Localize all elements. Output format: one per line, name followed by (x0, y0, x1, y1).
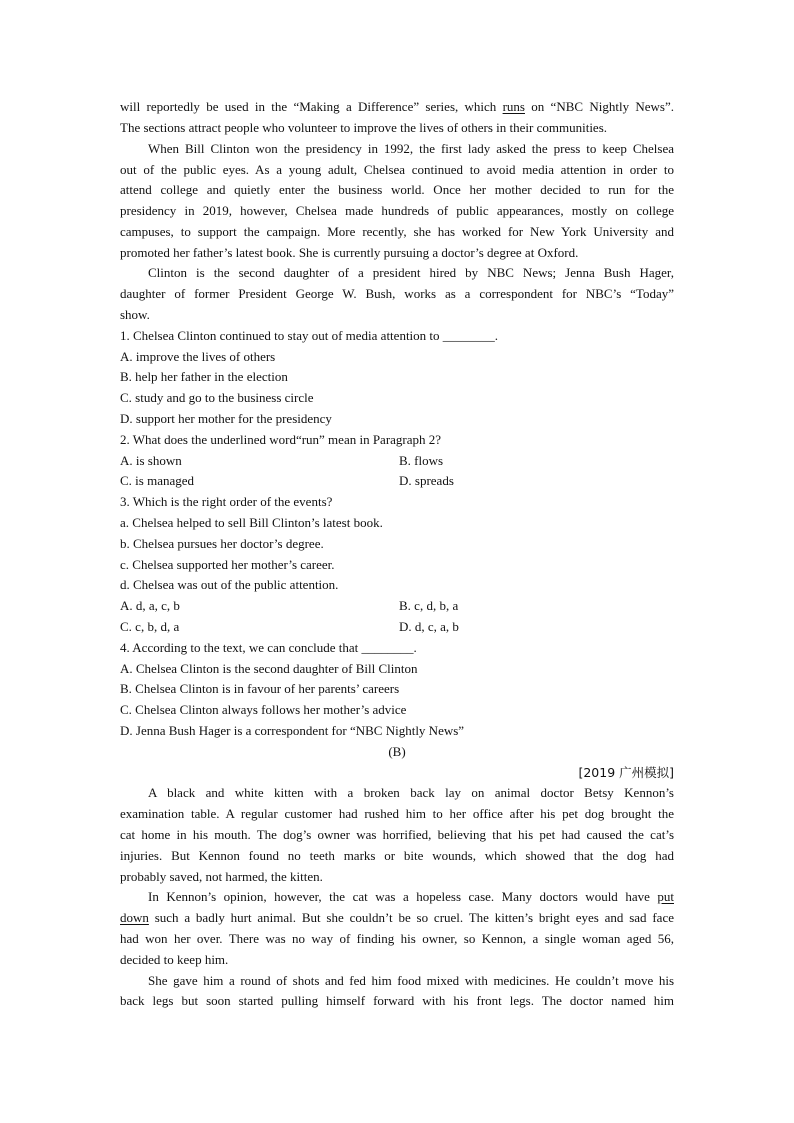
para2-line-6: promoted her father’s latest book. She is currently pursuing a doctor’s degree at Oxford. (120, 245, 579, 260)
section-b-p3-line-2: back legs but soon started pulling himself forward with his front legs. The doctor named him (120, 993, 674, 1008)
section-b-heading: (B) (388, 744, 406, 759)
section-b-p1-line-1: A black and white kitten with a broken back lay on animal doctor Betsy Kennon’s (148, 785, 674, 800)
para3-line-1: Clinton is the second daughter of a president hired by NBC News; Jenna Bush Hager, (148, 265, 674, 280)
section-b-p1-line-5: probably saved, not harmed, the kitten. (120, 869, 323, 884)
question-2-row-2 (120, 470, 674, 491)
question-3-event-a: a. Chelsea helped to sell Bill Clinton’s latest book. (120, 515, 383, 530)
underlined-phrase-put: put (657, 889, 674, 904)
section-b-p2-line-4: decided to keep him. (120, 952, 229, 967)
text-segment: In Kennon’s opinion, however, the cat was a hopeless case. Many doctors would have (148, 889, 658, 904)
question-1-option-b: B. help her father in the election (120, 369, 288, 384)
question-3-option-d: D. d, c, a, b (399, 619, 459, 634)
text-segment: on “NBC Nightly News”. (524, 99, 674, 114)
question-3-row-2 (120, 616, 674, 637)
question-4-option-a: A. Chelsea Clinton is the second daughter of Bill Clinton (120, 661, 418, 676)
question-2-option-a: A. is shown (120, 453, 182, 468)
para2-line-1: When Bill Clinton won the presidency in 1992, the first lady asked the press to keep Chelsea (148, 141, 674, 156)
text-segment: such a badly hurt animal. But she couldn’t be so cruel. The kitten’s bright eyes and sad face (148, 910, 674, 925)
question-4-option-d: D. Jenna Bush Hager is a correspondent for “NBC Nightly News” (120, 723, 465, 738)
question-2-option-c: C. is managed (120, 473, 195, 488)
section-b-p2-line-1 (148, 886, 674, 907)
section-b-p2-line-2 (120, 907, 674, 928)
section-b-p1-line-4: injuries. But Kennon found no teeth marks or bite wounds, which showed that the dog had (120, 848, 674, 863)
underlined-phrase-down: down (120, 910, 149, 925)
question-3-event-d: d. Chelsea was out of the public attention. (120, 577, 339, 592)
question-1-option-c: C. study and go to the business circle (120, 390, 314, 405)
section-b-p1-line-2: examination table. A regular customer had rushed him to her office after his pet dog brought the (120, 806, 674, 821)
question-4-option-b: B. Chelsea Clinton is in favour of her parents’ careers (120, 681, 400, 696)
para3-line-2: daughter of former President George W. Bush, works as a correspondent for NBC’s “Today” (120, 286, 674, 301)
question-2-option-d: D. spreads (399, 473, 454, 488)
question-3-option-b: B. c, d, b, a (399, 598, 459, 613)
question-3-event-c: c. Chelsea supported her mother’s career. (120, 557, 335, 572)
section-b-p3-line-1: She gave him a round of shots and fed him food mixed with medicines. He couldn’t move his (148, 973, 674, 988)
para1-line-1 (120, 96, 674, 117)
question-2-option-b: B. flows (399, 453, 444, 468)
question-4-stem: 4. According to the text, we can conclude that ________. (120, 640, 417, 655)
question-1-stem: 1. Chelsea Clinton continued to stay out of media attention to ________. (120, 328, 499, 343)
question-4-option-c: C. Chelsea Clinton always follows her mother’s advice (120, 702, 407, 717)
question-3-event-b: b. Chelsea pursues her doctor’s degree. (120, 536, 324, 551)
para1-line-2: The sections attract people who volunteer to improve the lives of others in their communities. (120, 120, 608, 135)
section-b-source: [2019 广州模拟] (578, 765, 674, 780)
text-segment: will reportedly be used in the “Making a Difference” series, which (120, 99, 503, 114)
para2-line-2: out of the public eyes. As a young adult, Chelsea continued to avoid media attention in order to (120, 162, 674, 177)
para2-line-4: presidency in 2019, however, Chelsea made hundreds of public appearances, mostly on college (120, 203, 674, 218)
question-3-option-c: C. c, b, d, a (120, 619, 180, 634)
question-2-stem: 2. What does the underlined word“run” mean in Paragraph 2? (120, 432, 442, 447)
section-b-p1-line-3: cat home in his mouth. The dog’s owner was horrified, believing that his pet had caused the cat’s (120, 827, 674, 842)
question-2-row-1 (120, 450, 674, 471)
question-3-option-a: A. d, a, c, b (120, 598, 180, 613)
section-b-p2-line-3: had won her over. There was no way of finding his owner, so Kennon, a single woman aged 56, (120, 931, 674, 946)
para2-line-3: attend college and quietly enter the business world. Once her mother decided to run for the (120, 182, 674, 197)
para3-line-3: show. (120, 307, 150, 322)
para2-line-5: campuses, to support the campaign. More recently, she has worked for New York University and (120, 224, 674, 239)
underlined-word-runs: runs (502, 99, 525, 114)
question-3-row-1 (120, 595, 674, 616)
question-3-stem: 3. Which is the right order of the events? (120, 494, 333, 509)
question-1-option-a: A. improve the lives of others (120, 349, 276, 364)
question-1-option-d: D. support her mother for the presidency (120, 411, 332, 426)
